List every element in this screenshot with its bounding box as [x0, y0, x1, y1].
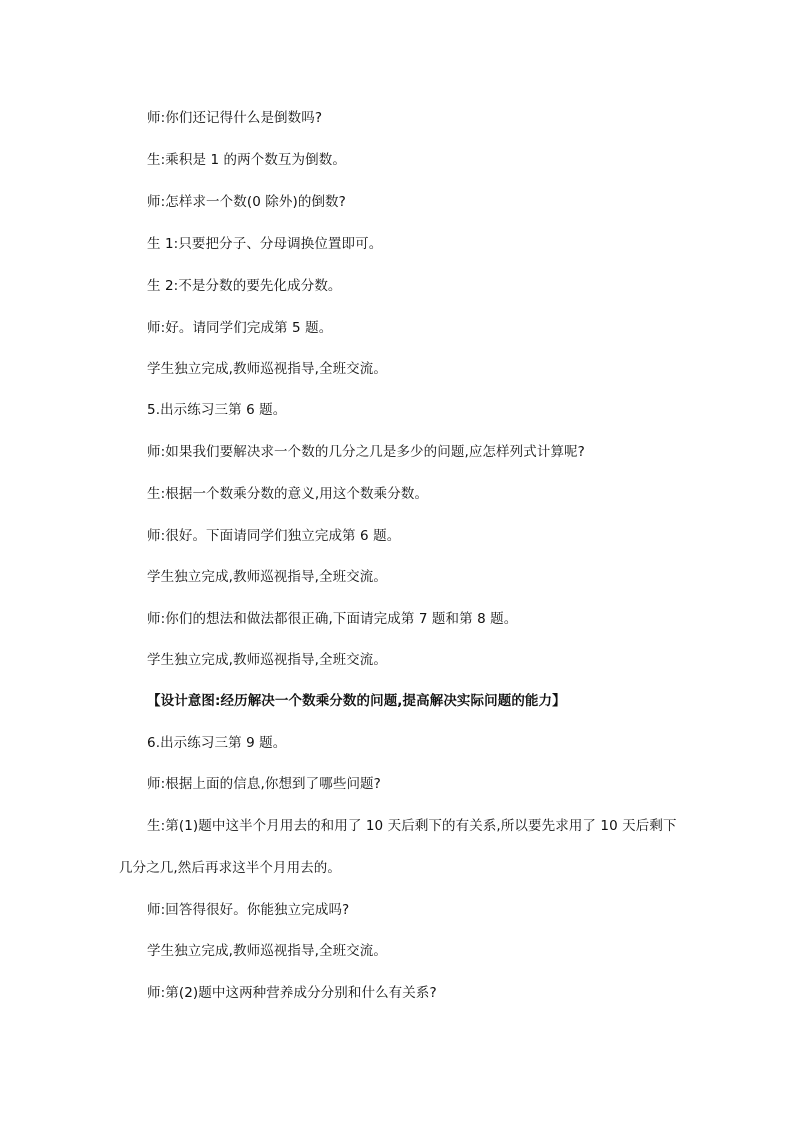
paragraph-student2-answer: 生 2:不是分数的要先化成分数。: [147, 278, 342, 294]
paragraph-students-work-2: 学生独立完成,教师巡视指导,全班交流。: [147, 569, 387, 585]
paragraph-teacher-question-reciprocal: 师:你们还记得什么是倒数吗?: [147, 110, 323, 126]
paragraph-student1-answer: 生 1:只要把分子、分母调换位置即可。: [147, 236, 383, 252]
paragraph-students-work-4: 学生独立完成,教师巡视指导,全班交流。: [147, 943, 387, 959]
paragraph-teacher-task-5: 师:好。请同学们完成第 5 题。: [147, 320, 333, 336]
paragraph-student-answer-reciprocal: 生:乘积是 1 的两个数互为倒数。: [147, 152, 346, 168]
paragraph-teacher-task-6: 师:很好。下面请同学们独立完成第 6 题。: [147, 528, 401, 544]
paragraph-teacher-question-info: 师:根据上面的信息,你想到了哪些问题?: [147, 776, 381, 792]
paragraph-teacher-question-part2: 师:第(2)题中这两种营养成分分别和什么有关系?: [147, 985, 437, 1001]
paragraph-teacher-praise: 师:回答得很好。你能独立完成吗?: [147, 902, 350, 918]
paragraph-exercise-9-heading: 6.出示练习三第 9 题。: [147, 735, 287, 751]
paragraph-student-answer-continuation: 几分之几,然后再求这半个月用去的。: [119, 860, 341, 876]
paragraph-student-answer-fraction: 生:根据一个数乘分数的意义,用这个数乘分数。: [147, 486, 429, 502]
paragraph-students-work-3: 学生独立完成,教师巡视指导,全班交流。: [147, 652, 387, 668]
paragraph-teacher-question-how: 师:怎样求一个数(0 除外)的倒数?: [147, 194, 346, 210]
paragraph-teacher-task-7-8: 师:你们的想法和做法都很正确,下面请完成第 7 题和第 8 题。: [147, 611, 518, 627]
paragraph-teacher-question-fraction: 师:如果我们要解决求一个数的几分之几是多少的问题,应怎样列式计算呢?: [147, 444, 585, 460]
paragraph-exercise-6-heading: 5.出示练习三第 6 题。: [147, 402, 287, 418]
paragraph-student-answer-part1: 生:第(1)题中这半个月用去的和用了 10 天后剩下的有关系,所以要先求用了 10 天后剩下: [147, 818, 677, 834]
paragraph-design-intent: 【设计意图:经历解决一个数乘分数的问题,提高解决实际问题的能力】: [147, 693, 566, 709]
paragraph-students-work-1: 学生独立完成,教师巡视指导,全班交流。: [147, 361, 387, 377]
